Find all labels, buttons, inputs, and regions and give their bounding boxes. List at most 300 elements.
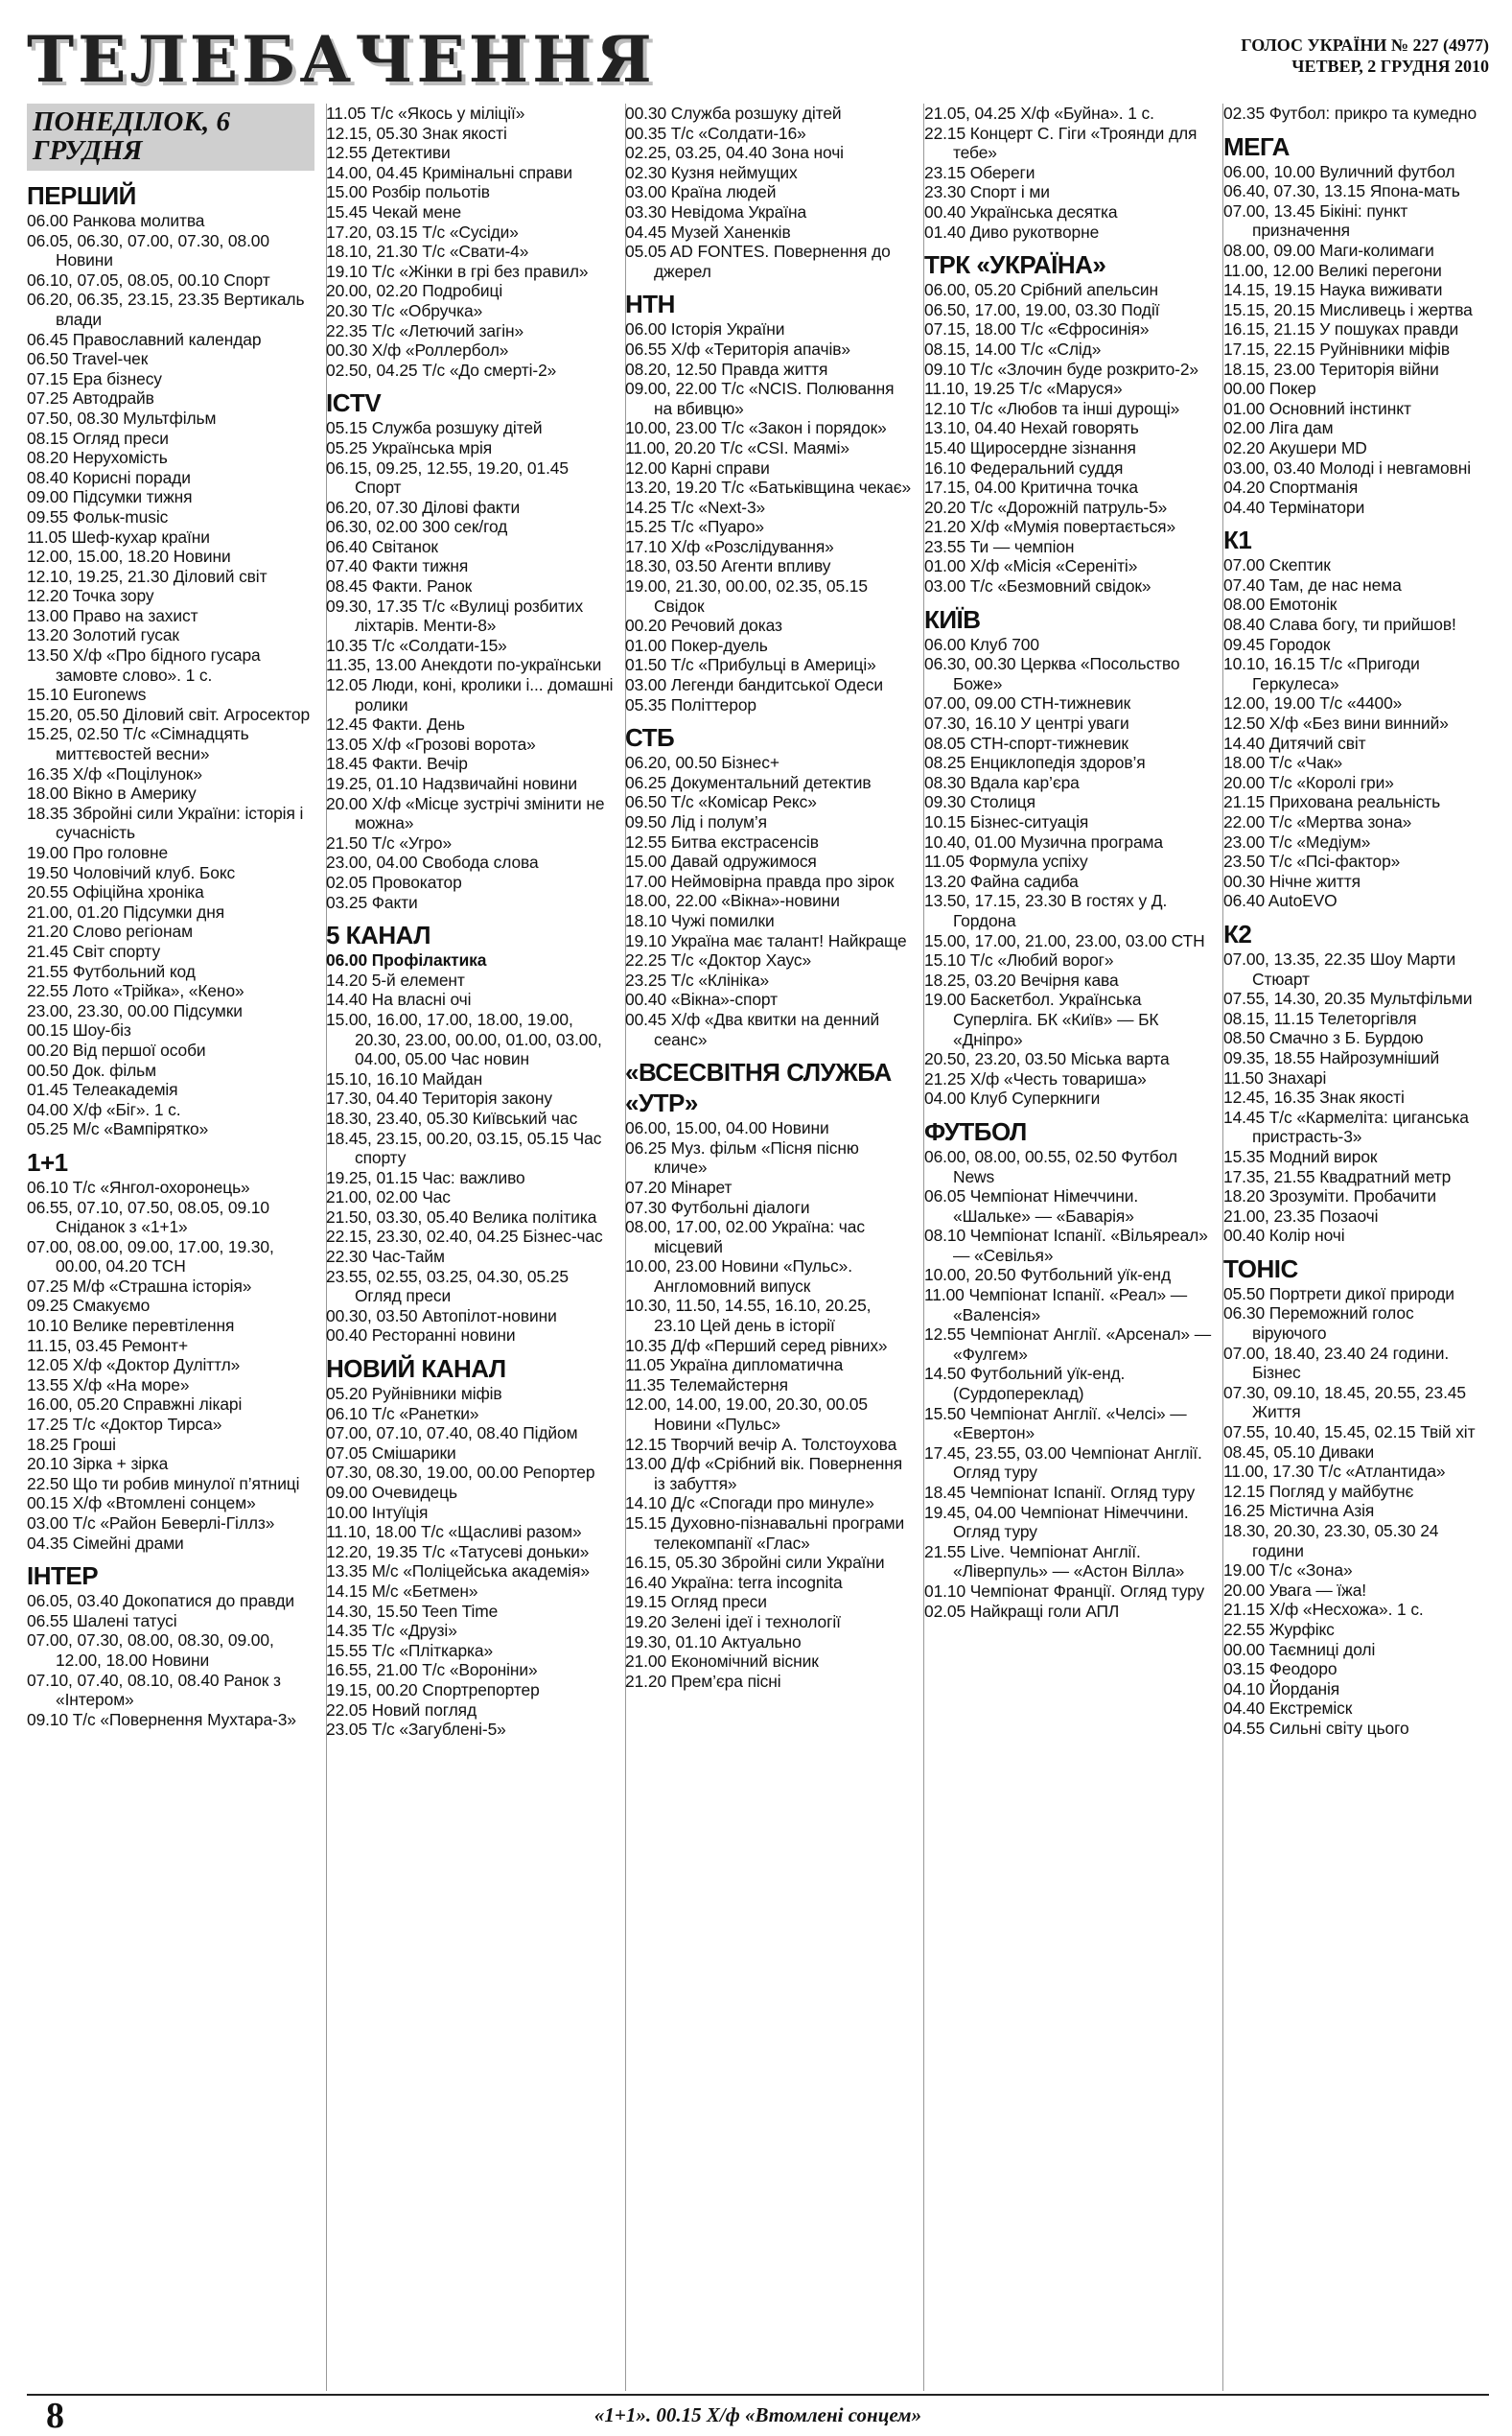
program-entry: 04.00 Х/ф «Біг». 1 с. (27, 1099, 181, 1119)
program-entry: 01.00 Х/ф «Місія «Сереніті» (924, 556, 1138, 576)
program-entry: 23.50 Т/с «Псі-фактор» (1223, 852, 1401, 872)
channel-name: НОВИЙ КАНАЛ (326, 1354, 506, 1384)
masthead (27, 21, 1489, 98)
program-entry: 18.15, 23.00 Територія війни (1223, 359, 1439, 379)
program-entry: 07.30, 08.30, 19.00, 00.00 Репортер (326, 1463, 595, 1483)
program-entry: 00.45 Х/ф «Два квитки на денний сеанс» (625, 1009, 880, 1049)
program-entry: 06.00 Клуб 700 (924, 634, 1039, 654)
program-entry: 08.20, 12.50 Правда життя (625, 359, 828, 379)
program-entry: 06.05 Чемпіонат Німеччини. «Шальке» — «Баварія» (924, 1186, 1139, 1226)
program-entry: 13.35 М/с «Поліцейська академія» (326, 1561, 590, 1581)
program-entry: 21.05, 04.25 Х/ф «Буйна». 1 с. (924, 104, 1154, 123)
program-entry: 07.00 Скептик (1223, 555, 1331, 575)
program-entry: 20.00 Увага — їжа! (1223, 1580, 1366, 1600)
program-entry: 22.35 Т/с «Летючий загін» (326, 320, 524, 340)
program-entry: 13.20 Золотий гусак (27, 625, 179, 645)
program-entry: 21.45 Світ спорту (27, 941, 161, 961)
program-entry: 18.45 Факти. Вечір (326, 754, 468, 774)
program-entry: 07.40 Там, де нас нема (1223, 574, 1402, 595)
page-number: 8 (46, 2396, 64, 2436)
program-entry: 15.25 Т/с «Пуаро» (625, 517, 764, 537)
program-entry: 23.05 Т/с «Загублені-5» (326, 1720, 506, 1740)
program-entry: 19.45, 04.00 Чемпіонат Німеччини. Огляд туру (924, 1502, 1189, 1542)
program-entry: 00.40 Ресторанні новини (326, 1325, 516, 1346)
program-entry: 01.45 Телеакадемія (27, 1080, 178, 1100)
program-entry: 23.00, 04.00 Свобода слова (326, 853, 539, 873)
channel-name: 1+1 (27, 1147, 68, 1177)
program-entry: 08.00 Емотонік (1223, 595, 1338, 615)
program-entry: 05.25 Українська мрія (326, 437, 493, 457)
program-entry: 11.00, 17.30 Т/с «Атлантида» (1223, 1462, 1446, 1482)
page-footer (27, 2394, 1489, 2434)
program-entry: 15.00, 16.00, 17.00, 18.00, 19.00, 20.30, 23.00, 00.00, 01.00, 03.00, 04.00, 05.00 Час новин (326, 1009, 602, 1069)
program-entry: 08.40 Слава богу, ти прийшов! (1223, 615, 1456, 635)
program-entry: 13.00 Право на захист (27, 605, 198, 625)
program-entry: 12.05 Люди, коні, кролики і... домашні ролики (326, 675, 614, 714)
program-entry: 14.35 Т/с «Друзі» (326, 1621, 457, 1641)
program-entry: 19.50 Чоловічий клуб. Бокс (27, 862, 236, 882)
program-entry: 22.05 Новий погляд (326, 1699, 477, 1720)
program-entry: 11.00, 12.00 Великі перегони (1223, 260, 1442, 280)
program-entry: 15.10, 16.10 Майдан (326, 1068, 483, 1089)
program-entry: 07.15 Ера бізнесу (27, 368, 162, 388)
program-entry: 21.20 Слово регіонам (27, 922, 193, 942)
program-entry: 22.25 Т/с «Доктор Хаус» (625, 950, 812, 971)
program-entry: 02.50, 04.25 Т/с «До смерті-2» (326, 360, 557, 380)
program-entry: 07.15, 18.00 Т/с «Єфросинія» (924, 319, 1150, 340)
program-entry: 20.00 Т/с «Королі гри» (1223, 772, 1394, 792)
channel-name: «ВСЕСВІТНЯ СЛУЖБА «УТР» (625, 1058, 892, 1118)
program-entry: 15.00 Розбір польотів (326, 182, 490, 202)
program-entry: 01.10 Чемпіонат Франції. Огляд туру (924, 1581, 1205, 1601)
channel-name: ІНТЕР (27, 1561, 99, 1591)
program-entry: 11.05 Формула успіху (924, 852, 1088, 872)
program-entry: 00.30 Нічне життя (1223, 871, 1361, 891)
program-entry: 19.15 Огляд преси (625, 1592, 767, 1612)
program-entry: 09.30, 17.35 Т/с «Вулиці розбитих ліхтарів. Менти-8» (326, 596, 584, 636)
channel-name: ФУТБОЛ (924, 1116, 1027, 1146)
program-entry: 03.00 Легенди бандитської Одеси (625, 675, 884, 695)
program-entry: 09.50 Лід і полум’я (625, 812, 767, 832)
program-entry: 08.15, 14.00 Т/с «Слід» (924, 339, 1102, 359)
program-entry: 16.35 Х/ф «Поцілунок» (27, 763, 202, 784)
program-entry: 06.05, 03.40 Докопатися до правди (27, 1591, 295, 1611)
program-entry: 06.40 AutoEVO (1223, 891, 1338, 911)
program-entry: 00.40 «Вікна»-спорт (625, 990, 778, 1010)
program-entry: 16.40 Україна: terra incognita (625, 1572, 843, 1592)
program-entry: 10.00, 23.00 Новини «Пульс». Англомовний випуск (625, 1256, 852, 1296)
program-entry: 19.15, 00.20 Спортрепортер (326, 1679, 540, 1699)
program-entry: 15.15 Духовно-пізнавальні програми телекомпанії «Глас» (625, 1513, 905, 1553)
program-entry: 12.05 Х/ф «Доктор Дуліттл» (27, 1355, 241, 1375)
program-entry: 06.10 Т/с «Ранетки» (326, 1403, 479, 1423)
program-entry: 13.00 Д/ф «Срібний вік. Повернення із забуття» (625, 1454, 903, 1493)
program-entry: 20.10 Зірка + зірка (27, 1454, 169, 1474)
program-entry: 12.45 Факти. День (326, 714, 465, 735)
channel-name: КИЇВ (924, 604, 981, 634)
program-entry: 00.00 Покер (1223, 379, 1316, 399)
program-entry: 16.55, 21.00 Т/с «Вороніни» (326, 1660, 538, 1680)
program-entry: 00.30, 03.50 Автопілот-новини (326, 1305, 557, 1325)
program-entry: 01.50 Т/с «Прибульці в Америці» (625, 655, 876, 675)
program-entry: 23.25 Т/с «Клініка» (625, 970, 770, 990)
program-entry: 18.45, 23.15, 00.20, 03.15, 05.15 Час спорту (326, 1128, 602, 1168)
program-entry: 18.30, 23.40, 05.30 Київський час (326, 1108, 578, 1128)
program-entry: 06.25 Документальний детектив (625, 772, 872, 792)
program-entry: 12.00, 14.00, 19.00, 20.30, 00.05 Новини «Пульс» (625, 1394, 868, 1435)
program-entry: 18.35 Збройні сили України: історія і сучасність (27, 803, 304, 843)
program-entry: 09.55 Фольк-music (27, 506, 169, 527)
program-entry: 10.10 Велике перевтілення (27, 1316, 235, 1336)
program-entry: 03.30 Невідома Україна (625, 201, 807, 222)
program-entry: 15.50 Чемпіонат Англії. «Челсі» — «Евертон» (924, 1403, 1187, 1443)
program-entry: 21.20 Х/ф «Мумія повертається» (924, 517, 1176, 537)
program-entry: 08.00, 09.00 Маги-колимаги (1223, 240, 1434, 260)
issue-date: ЧЕТВЕР, 2 ГРУДНЯ 2010 (1291, 57, 1489, 76)
program-entry: 21.55 Футбольний код (27, 961, 196, 981)
program-entry: 07.00, 07.30, 08.00, 08.30, 09.00, 12.00, 18.00 Новини (27, 1630, 274, 1670)
program-entry: 06.50 Travel-чек (27, 349, 149, 369)
program-entry: 15.10 Т/с «Любий ворог» (924, 950, 1114, 971)
program-entry: 06.55 Х/ф «Територія апачів» (625, 339, 850, 359)
program-entry: 06.40, 07.30, 13.15 Япона-мать (1223, 181, 1460, 201)
program-entry: 18.00 Т/с «Чак» (1223, 753, 1343, 773)
program-entry: 07.20 Мінарет (625, 1177, 733, 1197)
program-entry: 12.45, 16.35 Знак якості (1223, 1088, 1405, 1108)
program-entry: 06.00, 05.20 Срібний апельсин (924, 280, 1158, 300)
program-entry: 00.50 Док. фільм (27, 1060, 157, 1080)
program-entry: 15.45 Чекай мене (326, 201, 462, 222)
program-entry: 00.30 Служба розшуку дітей (625, 104, 842, 123)
program-entry: 13.10, 04.40 Нехай говорять (924, 418, 1139, 438)
program-entry: 08.30 Вдала кар’єра (924, 772, 1080, 792)
program-entry: 14.40 Дитячий світ (1223, 733, 1366, 753)
program-entry: 17.10 Х/ф «Розслідування» (625, 536, 834, 556)
program-entry: 18.30, 20.30, 23.30, 05.30 24 години (1223, 1521, 1439, 1560)
schedule-column-5 (1223, 104, 1489, 2386)
program-entry: 12.00 Карні справи (625, 457, 770, 478)
program-entry: 05.35 Політтерор (625, 694, 756, 714)
schedule-column-3 (625, 104, 913, 2386)
program-entry: 17.20, 03.15 Т/с «Сусіди» (326, 222, 519, 242)
program-entry: 12.10, 19.25, 21.30 Діловий світ (27, 566, 268, 586)
program-entry: 08.45 Факти. Ранок (326, 576, 473, 597)
issue-info (1241, 35, 1489, 77)
program-entry: 21.15 Х/ф «Несхожа». 1 с. (1223, 1600, 1424, 1620)
program-entry: 14.30, 15.50 Teen Time (326, 1601, 499, 1621)
program-entry: 11.15, 03.45 Ремонт+ (27, 1335, 189, 1355)
program-entry: 12.15 Творчий вечір А. Толстоухова (625, 1434, 897, 1454)
program-entry: 23.30 Спорт і ми (924, 182, 1050, 202)
program-entry: 19.25, 01.15 Час: важливо (326, 1167, 525, 1187)
channel-name: 5 КАНАЛ (326, 921, 430, 950)
program-entry: 09.45 Городок (1223, 634, 1331, 654)
program-entry: 02.25, 03.25, 04.40 Зона ночі (625, 143, 844, 163)
program-entry: 06.00, 08.00, 00.55, 02.50 Футбол News (924, 1146, 1177, 1186)
program-entry: 21.00, 01.20 Підсумки дня (27, 902, 225, 922)
program-entry: 18.45 Чемпіонат Іспанії. Огляд туру (924, 1483, 1196, 1502)
program-entry: 21.00, 02.00 Час (326, 1187, 451, 1207)
channel-name: ПЕРШИЙ (27, 181, 136, 210)
program-entry: 11.00, 20.20 Т/с «CSI. Маямі» (625, 437, 849, 457)
program-entry: 11.50 Знахарі (1223, 1067, 1327, 1088)
program-entry: 22.55 Лото «Трійка», «Кено» (27, 981, 244, 1001)
program-entry: 19.10 Україна має талант! Найкраще (625, 930, 907, 950)
program-entry: 21.55 Live. Чемпіонат Англії. «Ліверпуль» — «Астон Вілла» (924, 1541, 1185, 1581)
program-entry: 10.00, 20.50 Футбольний уїк-енд (924, 1265, 1171, 1285)
program-entry: 12.20 Точка зору (27, 586, 154, 606)
program-entry: 15.25, 02.50 Т/с «Сімнадцять миттєвостей весни» (27, 724, 249, 764)
program-entry: 06.15, 09.25, 12.55, 19.20, 01.45 Спорт (326, 457, 569, 498)
program-entry: 06.00 Профілактика (326, 950, 487, 971)
program-entry: 09.30 Столиця (924, 792, 1035, 812)
program-entry: 06.25 Муз. фільм «Пісня пісню кличе» (625, 1137, 859, 1178)
program-entry: 03.15 Феодоро (1223, 1659, 1338, 1679)
program-entry: 17.45, 23.55, 03.00 Чемпіонат Англії. Огляд туру (924, 1442, 1202, 1483)
program-entry: 21.50 Т/с «Угро» (326, 832, 453, 853)
program-entry: 06.20, 00.50 Бізнес+ (625, 753, 779, 773)
program-entry: 00.35 Т/с «Солдати-16» (625, 123, 806, 143)
section-title: ТЕЛЕБАЧЕННЯ (27, 22, 656, 97)
schedule-column-2 (326, 104, 614, 2386)
program-entry: 08.45, 05.10 Диваки (1223, 1441, 1375, 1462)
program-entry: 01.00 Покер-дуель (625, 635, 768, 655)
footer-promo: «1+1». 00.15 Х/ф «Втомлені сонцем» (593, 2403, 922, 2426)
program-entry: 08.20 Нерухомість (27, 448, 168, 468)
program-entry: 07.25 М/ф «Страшна історія» (27, 1276, 252, 1296)
program-entry: 18.30, 03.50 Агенти впливу (625, 556, 831, 576)
program-entry: 11.05 Шеф-кухар країни (27, 527, 210, 547)
program-entry: 05.25 М/с «Вампірятко» (27, 1119, 209, 1139)
program-entry: 22.50 Що ти робив минулої п’ятниці (27, 1473, 300, 1493)
program-entry: 00.15 Шоу-біз (27, 1020, 131, 1041)
program-entry: 09.00, 22.00 Т/с «NCIS. Полювання на вбивцю» (625, 379, 895, 418)
channel-name: ТРК «УКРАЇНА» (924, 250, 1106, 280)
program-entry: 17.15, 22.15 Руйнівники міфів (1223, 339, 1451, 359)
channel-name: МЕГА (1223, 131, 1290, 161)
program-entry: 06.55, 07.10, 07.50, 08.05, 09.10 Сніданок з «1+1» (27, 1197, 269, 1237)
program-entry: 06.50, 17.00, 19.00, 03.30 Події (924, 299, 1160, 319)
program-entry: 06.00, 10.00 Вуличний футбол (1223, 161, 1455, 181)
program-entry: 17.00 Неймовірна правда про зірок (625, 871, 895, 891)
program-entry: 04.00 Клуб Суперкниги (924, 1089, 1101, 1109)
program-entry: 22.00 Т/с «Мертва зона» (1223, 812, 1412, 832)
program-entry: 09.00 Очевидець (326, 1483, 457, 1502)
program-entry: 20.50, 23.20, 03.50 Міська варта (924, 1049, 1170, 1069)
program-entry: 20.00 Х/ф «Місце зустрічі змінити не можна» (326, 793, 605, 833)
program-entry: 21.25 Х/ф «Честь товариша» (924, 1068, 1147, 1089)
program-entry: 19.10 Т/с «Жінки в грі без правил» (326, 261, 589, 281)
program-entry: 18.20 Зрозуміти. Пробачити (1223, 1186, 1436, 1206)
program-entry: 07.00, 07.10, 07.40, 08.40 Підйом (326, 1423, 578, 1443)
channel-name: НТН (625, 290, 675, 319)
program-entry: 06.05, 06.30, 07.00, 07.30, 08.00 Новини (27, 230, 269, 270)
program-entry: 14.00, 04.45 Кримінальні справи (326, 162, 572, 182)
program-entry: 11.00 Чемпіонат Іспанії. «Реал» — «Валенсія» (924, 1285, 1188, 1324)
program-entry: 03.00 Т/с «Район Беверлі-Гіллз» (27, 1513, 275, 1533)
program-entry: 16.15, 05.30 Збройні сили України (625, 1553, 885, 1573)
program-entry: 10.00, 23.00 Т/с «Закон і порядок» (625, 418, 887, 438)
program-entry: 15.35 Модний вирок (1223, 1146, 1378, 1166)
program-entry: 19.00 Баскетбол. Українська Суперліга. БК «Київ» — БК «Дніпро» (924, 990, 1159, 1049)
program-entry: 14.40 На власні очі (326, 990, 472, 1010)
program-entry: 06.30, 02.00 300 сек/год (326, 517, 508, 537)
channel-name: К2 (1223, 919, 1252, 949)
program-entry: 03.00 Т/с «Безмовний свідок» (924, 576, 1151, 597)
program-entry: 12.20, 19.35 Т/с «Татусеві доньки» (326, 1541, 590, 1561)
program-entry: 02.05 Найкращі голи АПЛ (924, 1601, 1120, 1621)
program-entry: 14.50 Футбольний уїк-енд. (Сурдопереклад) (924, 1364, 1126, 1404)
program-entry: 23.00, 23.30, 00.00 Підсумки (27, 1000, 243, 1020)
program-entry: 09.00 Підсумки тижня (27, 487, 193, 507)
program-entry: 15.00 Давай одружимося (625, 852, 817, 872)
program-entry: 14.15, 19.15 Наука виживати (1223, 280, 1443, 300)
program-entry: 07.55, 14.30, 20.35 Мультфільми (1223, 989, 1473, 1009)
program-entry: 05.20 Руйнівники міфів (326, 1384, 502, 1404)
program-entry: 07.40 Факти тижня (326, 556, 469, 576)
program-entry: 06.50 Т/с «Комісар Рекс» (625, 792, 817, 812)
program-entry: 03.25 Факти (326, 892, 418, 912)
program-entry: 06.45 Православний календар (27, 329, 262, 349)
program-entry: 11.10, 18.00 Т/с «Щасливі разом» (326, 1522, 582, 1542)
program-entry: 01.00 Основний інстинкт (1223, 398, 1411, 418)
program-entry: 03.00 Країна людей (625, 182, 777, 202)
program-entry: 07.30, 16.10 У центрі уваги (924, 714, 1129, 734)
program-entry: 17.15, 04.00 Критична точка (924, 478, 1138, 498)
program-entry: 11.35, 13.00 Анекдоти по-українськи (326, 655, 602, 675)
schedule-column-1 (27, 104, 314, 2386)
program-entry: 20.00, 02.20 Подробиці (326, 281, 503, 301)
program-entry: 16.10 Федеральний суддя (924, 457, 1124, 478)
program-entry: 03.00, 03.40 Молоді і невгамовні (1223, 457, 1471, 478)
program-entry: 04.20 Спортманія (1223, 478, 1359, 498)
program-entry: 14.10 Д/с «Спогади про минуле» (625, 1493, 874, 1513)
program-entry: 07.00, 13.45 Бікіні: пункт призначення (1223, 200, 1408, 241)
program-entry: 19.00 Т/с «Зона» (1223, 1560, 1353, 1581)
program-entry: 06.10, 07.05, 08.05, 00.10 Спорт (27, 269, 270, 290)
program-entry: 09.10 Т/с «Злочин буде розкрито-2» (924, 359, 1198, 379)
schedule-column-4 (924, 104, 1212, 2386)
program-entry: 06.00 Ранкова молитва (27, 211, 205, 230)
program-entry: 08.15 Огляд преси (27, 428, 169, 448)
program-entry: 19.30, 01.10 Актуально (625, 1631, 802, 1651)
program-entry: 11.05 Україна дипломатична (625, 1355, 844, 1375)
program-entry: 21.15 Прихована реальність (1223, 792, 1441, 812)
program-entry: 04.35 Сімейні драми (27, 1533, 184, 1553)
program-entry: 10.40, 01.00 Музична програма (924, 832, 1163, 852)
program-entry: 19.00 Про головне (27, 843, 169, 862)
tv-schedule (27, 104, 1489, 2386)
program-entry: 12.55 Битва екстрасенсів (625, 832, 819, 852)
program-entry: 23.15 Обереги (924, 162, 1035, 182)
program-entry: 06.30, 00.30 Церква «Посольство Боже» (924, 654, 1180, 693)
program-entry: 19.00, 21.30, 00.00, 02.35, 05.15 Свідок (625, 576, 868, 616)
program-entry: 04.45 Музей Ханенків (625, 222, 791, 242)
program-entry: 14.25 Т/с «Next-3» (625, 497, 766, 517)
program-entry: 22.55 Журфікс (1223, 1619, 1335, 1639)
program-entry: 12.55 Детективи (326, 143, 451, 163)
program-entry: 04.40 Термінатори (1223, 497, 1365, 517)
program-entry: 20.55 Офіційна хроніка (27, 882, 204, 902)
program-entry: 17.30, 04.40 Територія закону (326, 1089, 552, 1109)
program-entry: 20.30 Т/с «Обручка» (326, 300, 483, 320)
program-entry: 14.45 Т/с «Кармеліта: циганська пристрасть-3» (1223, 1107, 1469, 1147)
program-entry: 12.00, 15.00, 18.20 Новини (27, 547, 231, 567)
program-entry: 23.00 Т/с «Медіум» (1223, 832, 1371, 852)
program-entry: 16.00, 05.20 Справжні лікарі (27, 1394, 243, 1415)
program-entry: 04.55 Сильні світу цього (1223, 1718, 1409, 1738)
program-entry: 08.25 Енциклопедія здоров’я (924, 753, 1146, 773)
program-entry: 11.35 Телемайстерня (625, 1374, 788, 1394)
program-entry: 15.55 Т/с «Пліткарка» (326, 1640, 494, 1660)
program-entry: 21.00, 23.35 Позаочі (1223, 1206, 1379, 1226)
program-entry: 13.05 Х/ф «Грозові ворота» (326, 734, 536, 754)
program-entry: 08.05 СТН-спорт-тижневик (924, 733, 1128, 753)
program-entry: 02.35 Футбол: прикро та кумедно (1223, 104, 1477, 123)
program-entry: 15.20, 05.50 Діловий світ. Агросектор (27, 704, 311, 724)
program-entry: 01.40 Диво рукотворне (924, 222, 1100, 242)
program-entry: 00.40 Колір ночі (1223, 1226, 1345, 1246)
program-entry: 06.00, 15.00, 04.00 Новини (625, 1118, 829, 1138)
program-entry: 18.10, 21.30 Т/с «Свати-4» (326, 242, 529, 262)
program-entry: 06.20, 07.30 Ділові факти (326, 497, 521, 517)
program-entry: 07.50, 08.30 Мультфільм (27, 408, 217, 428)
program-entry: 15.40 Щиросердне зізнання (924, 437, 1136, 457)
channel-name: ICTV (326, 388, 382, 418)
program-entry: 18.00 Вікно в Америку (27, 784, 197, 804)
program-entry: 10.35 Д/ф «Перший серед рівних» (625, 1335, 888, 1355)
program-entry: 12.00, 19.00 Т/с «4400» (1223, 693, 1403, 714)
program-entry: 04.10 Йорданія (1223, 1678, 1340, 1698)
program-entry: 07.00, 08.00, 09.00, 17.00, 19.30, 00.00, 04.20 ТСН (27, 1236, 274, 1277)
channel-name: СТБ (625, 723, 675, 753)
program-entry: 00.20 Від першої особи (27, 1040, 206, 1060)
program-entry: 02.05 Провокатор (326, 872, 462, 892)
channel-name: ТОНІС (1223, 1253, 1298, 1283)
program-entry: 08.15, 11.15 Телеторгівля (1223, 1008, 1417, 1028)
program-entry: 07.00, 18.40, 23.40 24 години. Бізнес (1223, 1343, 1450, 1383)
program-entry: 07.00, 13.35, 22.35 Шоу Марти Стюарт (1223, 949, 1456, 989)
program-entry: 11.10, 19.25 Т/с «Маруся» (924, 379, 1123, 399)
program-entry: 13.50 Х/ф «Про бідного гусара замовте слово». 1 с. (27, 645, 261, 685)
program-entry: 22.30 Час-Тайм (326, 1247, 445, 1267)
program-entry: 16.25 Містична Азія (1223, 1501, 1375, 1521)
program-entry: 14.20 5-й елемент (326, 970, 465, 990)
program-entry: 06.55 Шалені татусі (27, 1610, 177, 1630)
program-entry: 18.00, 22.00 «Вікна»-новини (625, 891, 840, 911)
program-entry: 06.30 Переможний голос віруючого (1223, 1303, 1414, 1344)
program-entry: 12.50 Х/ф «Без вини винний» (1223, 714, 1449, 734)
issue-number: ГОЛОС УКРАЇНИ № 227 (4977) (1241, 35, 1489, 55)
program-entry: 06.10 Т/с «Янгол-охоронець» (27, 1177, 250, 1197)
program-entry: 08.00, 17.00, 02.00 Україна: час місцевий (625, 1217, 865, 1256)
program-entry: 04.40 Екстреміск (1223, 1698, 1353, 1719)
program-entry: 10.30, 11.50, 14.55, 16.10, 20.25, 23.10 Цей день в історії (625, 1296, 872, 1336)
program-entry: 00.40 Українська десятка (924, 201, 1118, 222)
program-entry: 12.15 Погляд у майбутнє (1223, 1481, 1414, 1501)
program-entry: 10.00 Інтуїція (326, 1502, 429, 1522)
program-entry: 10.35 Т/с «Солдати-15» (326, 635, 507, 655)
program-entry: 14.15 М/с «Бетмен» (326, 1581, 478, 1601)
program-entry: 02.00 Ліга дам (1223, 418, 1334, 438)
program-entry: 15.15, 20.15 Мисливець і жертва (1223, 299, 1473, 319)
program-entry: 23.55, 02.55, 03.25, 04.30, 05.25 Огляд преси (326, 1266, 569, 1306)
program-entry: 07.30, 09.10, 18.45, 20.55, 23.45 Життя (1223, 1382, 1466, 1422)
program-entry: 09.35, 18.55 Найрозумніший (1223, 1047, 1440, 1067)
program-entry: 11.05 Т/с «Якось у міліції» (326, 104, 525, 123)
program-entry: 00.20 Речовий доказ (625, 616, 782, 636)
program-entry: 02.20 Акушери MD (1223, 437, 1367, 457)
